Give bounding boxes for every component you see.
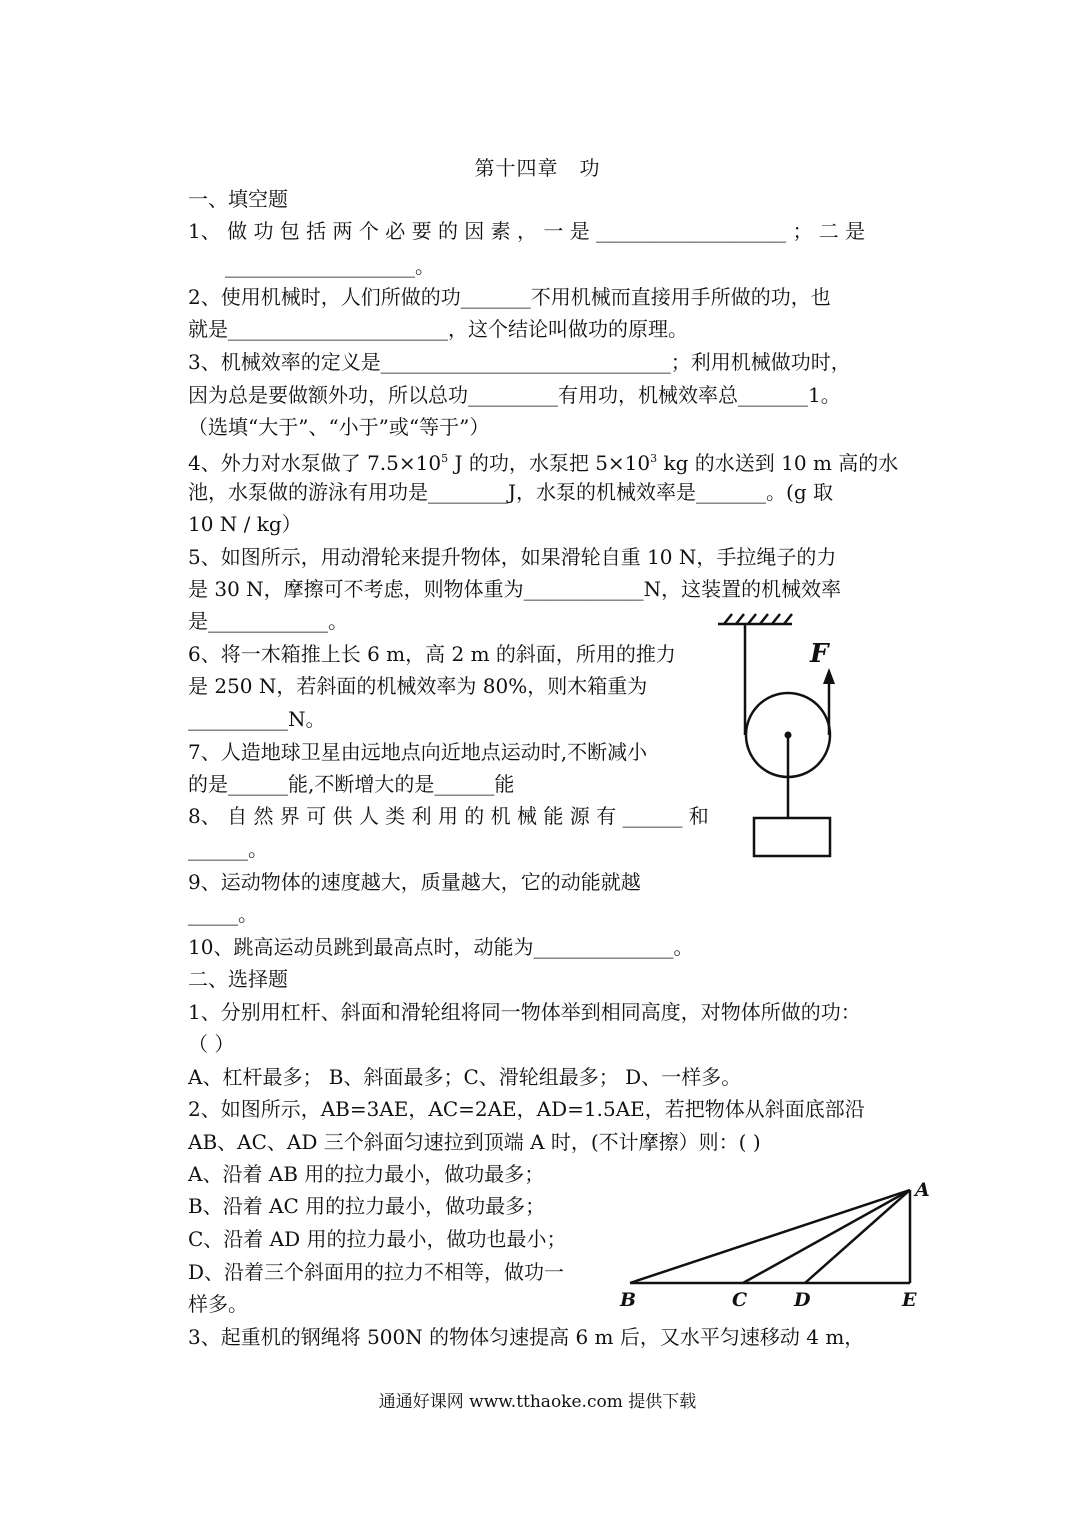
- fill-q6-line3: __________N。: [188, 707, 326, 731]
- fill-q1-line2: ___________________。: [225, 254, 435, 278]
- incline-figure: [615, 1175, 955, 1315]
- fill-q6-line2: 是 250 N，若斜面的机械效率为 80%，则木箱重为: [188, 674, 648, 698]
- page-title: 第十四章 功: [474, 156, 601, 180]
- point-b-label: B: [620, 1289, 637, 1311]
- fill-q8-line2: ______。: [188, 837, 268, 861]
- point-a-label: A: [915, 1179, 930, 1201]
- point-d-label: D: [794, 1289, 811, 1311]
- fill-q3-line2: 因为总是要做额外功，所以总功_________有用功，机械效率总_______1。: [188, 383, 841, 407]
- choice-q2-option-d-line1: D、沿着三个斜面用的拉力不相等，做功一: [188, 1260, 565, 1284]
- choice-q2-line1: 2、如图所示，AB=3AE，AC=2AE，AD=1.5AE，若把物体从斜面底部沿: [188, 1097, 865, 1121]
- load-block: [754, 818, 830, 856]
- fill-q2-line1: 2、使用机械时，人们所做的功_______不用机械而直接用手所做的功，也: [188, 285, 831, 309]
- force-arrow: [823, 668, 835, 684]
- point-e-label: E: [902, 1289, 917, 1311]
- force-label: F: [810, 639, 829, 669]
- page-footer: 通通好课网 www.tthaoke.com 提供下载: [378, 1392, 697, 1412]
- choice-q2-option-b: B、沿着 AC 用的拉力最小，做功最多；: [188, 1194, 546, 1218]
- pulley-figure: [710, 612, 840, 862]
- fill-q4-line3: 10 N / kg）: [188, 512, 302, 536]
- choice-q2-option-d-line2: 样多。: [188, 1292, 248, 1316]
- fill-q2-line2: 就是______________________，这个结论叫做功的原理。: [188, 317, 688, 341]
- fill-q10: 10、跳高运动员跳到最高点时，动能为______________。: [188, 935, 694, 959]
- fill-q7-line1: 7、人造地球卫星由远地点向近地点运动时,不断减小: [188, 740, 648, 764]
- fill-q5-line2: 是 30 N，摩擦可不考虑，则物体重为____________N，这装置的机械效率: [188, 577, 842, 601]
- choice-q2-line2: AB、AC、AD 三个斜面匀速拉到顶端 A 时，(不计摩擦）则：( ): [188, 1130, 761, 1154]
- section-multiple-choice: 二、选择题: [188, 967, 288, 991]
- choice-q2-option-a: A、沿着 AB 用的拉力最小，做功最多；: [188, 1162, 545, 1186]
- fill-q7-line2: 的是______能,不断增大的是______能: [188, 772, 515, 796]
- fill-q6-line1: 6、将一木箱推上长 6 m，高 2 m 的斜面，所用的推力: [188, 642, 676, 666]
- choice-q3-line1: 3、起重机的钢绳将 500N 的物体匀速提高 6 m 后，又水平匀速移动 4 m，: [188, 1325, 865, 1349]
- choice-q1-line2: （ ）: [188, 1032, 235, 1056]
- fill-q9-line2: _____。: [188, 902, 258, 926]
- fill-q3-line1: 3、机械效率的定义是_____________________________；利用机械做功时，: [188, 350, 851, 374]
- fill-q3-line3: （选填“大于”、“小于”或“等于”）: [188, 415, 490, 439]
- fill-q9-line1: 9、运动物体的速度越大，质量越大，它的动能就越: [188, 870, 641, 894]
- fill-q8-line1: 8、 自 然 界 可 供 人 类 利 用 的 机 械 能 源 有 ______ 和: [188, 804, 709, 828]
- choice-q1-options: A、杠杆最多； B、斜面最多；C、滑轮组最多； D、一样多。: [188, 1065, 742, 1089]
- fill-q5-line3: 是____________。: [188, 609, 348, 633]
- section-fill-blank: 一、填空题: [188, 187, 288, 211]
- choice-q1-line1: 1、分别用杠杆、斜面和滑轮组将同一物体举到相同高度，对物体所做的功：: [188, 1000, 861, 1024]
- choice-q2-option-c: C、沿着 AD 用的拉力最小，做功也最小；: [188, 1227, 567, 1251]
- fill-q1-line1: 1、 做 功 包 括 两 个 必 要 的 因 素 ， 一 是 ___________________ ； 二 是: [188, 219, 866, 243]
- fill-q5-line1: 5、如图所示，用动滑轮来提升物体，如果滑轮自重 10 N，手拉绳子的力: [188, 545, 837, 569]
- fill-q4-line2: 池，水泵做的游泳有用功是________J，水泵的机械效率是_______。(g 取: [188, 480, 833, 504]
- point-c-label: C: [732, 1289, 748, 1311]
- fill-q4-line1: 4、外力对水泵做了 $7.5\times 10^5$ J 的功，水泵把 $5\times 10^3$ kg 的水送到 10 m 高的水: [188, 451, 899, 475]
- incline-ad: [805, 1190, 910, 1283]
